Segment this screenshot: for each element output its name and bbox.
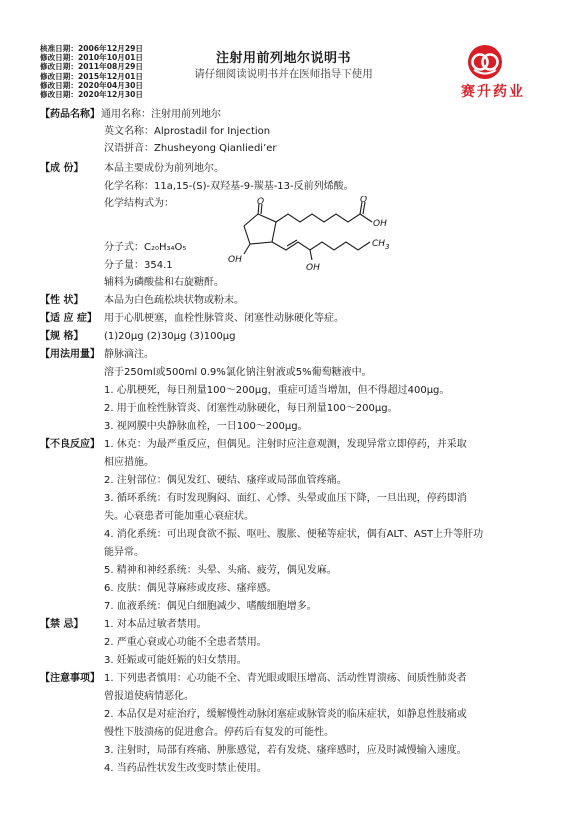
chemical-structure (228, 196, 410, 274)
adverse-line: 相应措施。 (104, 457, 154, 468)
adverse-line: 4. 消化系统：可出现食欲不振、呕吐、腹胀、便秘等症状，偶有ALT、AST上升等肝功 (104, 529, 484, 540)
company-logo (448, 44, 538, 100)
adverse-line: 5. 精神和神经系统：头晕、头痛、疲劳，偶见发麻。 (104, 565, 337, 576)
adverse-line: 失。心衰患者可能加重心衰症状。 (104, 511, 254, 522)
adverse-line: 6. 皮肤：偶见荨麻疹或皮疹、瘙痒感。 (104, 583, 277, 594)
properties-text: 本品为白色疏松块状物或粉末。 (104, 295, 244, 306)
precaution-line: 慢性下肢溃疡的促进愈合。停药后有复发的可能性。 (104, 727, 334, 738)
section-label-properties: 【性 状】 (40, 295, 84, 306)
ketone-o-label: O (257, 197, 265, 207)
acid-oh-label: OH (373, 219, 387, 229)
composition-main: 本品主要成份为前列地尔。 (104, 163, 224, 174)
adverse-line: 2. 注射部位：偶见发红、硬结、瘙痒或局部血管疼痛。 (104, 475, 347, 486)
section-label-contraindications: 【禁 忌】 (40, 619, 84, 630)
dosage-line: 3. 视网膜中央静脉血栓，一日100～200μg。 (104, 421, 308, 432)
excipients: 辅料为磷酸盐和右旋糖酐。 (104, 277, 224, 288)
section-label-composition: 【成 份】 (40, 163, 84, 174)
contraindication-line: 2. 严重心衰或心功能不全患者禁用。 (104, 637, 267, 648)
section-label-specification: 【规 格】 (40, 331, 84, 342)
dosage-line: 溶于250ml或500ml 0.9%氯化钠注射液或5%葡萄糖液中。 (104, 367, 372, 378)
ch3-label (372, 239, 390, 251)
revision-date: 修改日期：2020年12月30日 (40, 90, 144, 100)
pinyin-name: 汉语拼音：Zhusheyong Qianliedi’er (104, 143, 277, 154)
revision-date: 修改日期：2015年12月01日 (40, 71, 144, 81)
chain-oh-label: OH (306, 263, 320, 273)
precaution-line: 3. 注射时，局部有疼痛、肿胀感觉，若有发烧、瘙痒感时，应及时减慢输入速度。 (104, 745, 467, 756)
precaution-line: 2. 本品仅是对症治疗，缓解慢性动脉闭塞症或脉管炎的临床症状，如静息性肢痛或 (104, 709, 467, 720)
section-label-adverse: 【不良反应】 (40, 439, 100, 450)
revision-date: 修改日期：2011年08月29日 (40, 62, 144, 72)
molecular-weight: 分子量：354.1 (104, 260, 173, 271)
generic-name: 通用名称：注射用前列地尔 (101, 109, 221, 120)
dosage-line: 1. 心肌梗死，每日剂量100～200μg，重症可适当增加，但不得超过400μg。 (104, 385, 450, 396)
acid-o-label: O (360, 196, 368, 205)
section-label-precautions: 【注意事项】 (40, 673, 100, 684)
section-label-name: 【药品名称】 (40, 109, 100, 120)
contraindication-line: 3. 妊娠或可能妊娠的妇女禁用。 (104, 655, 247, 666)
precaution-line: 4. 当药品性状发生改变时禁止使用。 (104, 763, 267, 774)
dosage-line: 2. 用于血栓性脉管炎、闭塞性动脉硬化，每日剂量100～200μg。 (104, 403, 398, 414)
molecular-formula: 分子式：C₂₀H₃₄O₅ (104, 242, 187, 253)
revision-date: 修改日期：2010年10月01日 (40, 53, 144, 63)
document-title: 注射用前列地尔说明书 (215, 51, 351, 66)
adverse-line: 7. 血液系统：偶见白细胞减少、嗜酸细胞增多。 (104, 601, 317, 612)
precaution-line: 1. 下列患者慎用：心功能不全、青光眼或眼压增高、活动性胃溃疡、间质性肺炎者 (104, 673, 467, 684)
adverse-line: 能异常。 (104, 547, 144, 558)
dosage-line: 静脉滴注。 (104, 349, 154, 360)
contraindication-line: 1. 对本品过敏者禁用。 (104, 619, 207, 630)
logo-mark-icon (467, 44, 503, 80)
ch3-main: CH (372, 239, 386, 249)
document-subtitle: 请仔细阅读说明书并在医师指导下使用 (194, 68, 373, 80)
english-name: 英文名称：Alprostadil for Injection (104, 126, 271, 137)
section-label-indications: 【适 应 症】 (40, 313, 97, 324)
adverse-line: 3. 循环系统：有时发现胸闷、面红、心悸、头晕或血压下降，一旦出现，停药即消 (104, 493, 467, 504)
approval-date: 核准日期：2006年12月29日 (40, 44, 144, 53)
indications-text: 用于心肌梗塞，血栓性脉管炎、闭塞性动脉硬化等症。 (104, 313, 344, 324)
chemical-name: 化学名称：11a,15-(S)-双羟基-9-羰基-13-反前列烯酸。 (104, 181, 354, 192)
adverse-line: 1. 休克：为最严重反应，但偶见。注射时应注意观测，发现异常立即停药，并采取 (104, 439, 467, 450)
ring-oh-label: OH (228, 255, 242, 265)
precaution-line: 曾报道使病情恶化。 (104, 691, 194, 702)
structure-label: 化学结构式为： (104, 198, 174, 209)
specification-text: (1)20μg (2)30μg (3)100μg (104, 331, 236, 342)
revision-date: 修改日期：2020年04月30日 (40, 80, 144, 90)
section-label-dosage: 【用法用量】 (40, 349, 100, 360)
ch3-subscript: 3 (385, 243, 390, 251)
logo-text: 赛升药业 (461, 84, 525, 100)
